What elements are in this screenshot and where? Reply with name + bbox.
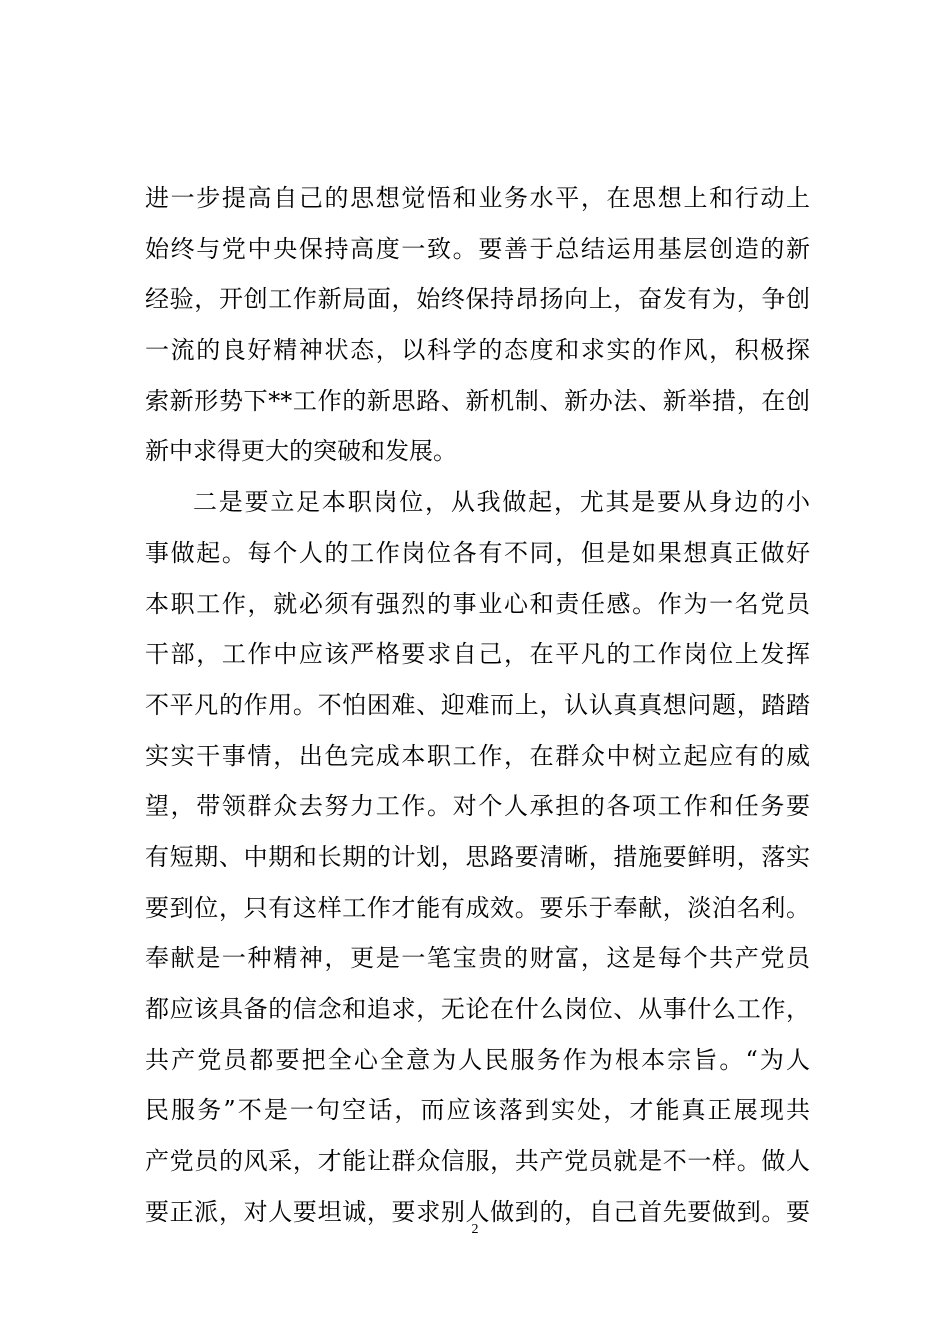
text-line: 进一步提高自己的思想觉悟和业务水平，在思想上和行动上: [145, 184, 810, 212]
text-line: 索新形势下**工作的新思路、新机制、新办法、新举措，在创: [145, 386, 810, 415]
text-line: 都应该具备的信念和追求，无论在什么岗位、从事什么工作，: [145, 995, 810, 1023]
text-line: 要到位，只有这样工作才能有成效。要乐于奉献，淡泊名利。: [145, 893, 810, 922]
body-text: [145, 173, 810, 1237]
paragraph-first-line: 二是要立足本职岗位，从我做起，尤其是要从身边的小: [193, 488, 810, 517]
text-line: 不平凡的作用。不怕困难、迎难而上，认认真真想问题，踏踏: [145, 690, 810, 719]
text-line: 经验，开创工作新局面，始终保持昂扬向上，奋发有为，争创: [145, 285, 810, 314]
text-line: 共产党员都要把全心全意为人民服务作为根本宗旨。“为人: [145, 1045, 810, 1074]
text-line: 望，带领群众去努力工作。对个人承担的各项工作和任务要: [145, 792, 810, 821]
text-line: 一流的良好精神状态，以科学的态度和求实的作风，积极探: [145, 336, 810, 365]
text-line: 要正派，对人要坦诚，要求别人做到的，自己首先要做到。要: [145, 1197, 810, 1226]
text-line: 实实干事情，出色完成本职工作，在群众中树立起应有的威: [145, 741, 810, 770]
text-line: 产党员的风采，才能让群众信服，共产党员就是不一样。做人: [145, 1147, 810, 1176]
text-line: 有短期、中期和长期的计划，思路要清晰，措施要鲜明，落实: [145, 842, 810, 871]
text-line: 奉献是一种精神，更是一笔宝贵的财富，这是每个共产党员: [145, 944, 810, 973]
text-line: 新中求得更大的突破和发展。: [145, 437, 457, 466]
text-line: 本职工作，就必须有强烈的事业心和责任感。作为一名党员: [145, 589, 810, 618]
text-line: 事做起。每个人的工作岗位各有不同，但是如果想真正做好: [145, 538, 810, 567]
text-line: 始终与党中央保持高度一致。要善于总结运用基层创造的新: [145, 234, 810, 263]
text-line: 干部，工作中应该严格要求自己，在平凡的工作岗位上发挥: [145, 640, 810, 669]
page-number: 2: [471, 1222, 479, 1237]
text-line: 民服务”不是一句空话，而应该落到实处，才能真正展现共: [145, 1096, 810, 1125]
